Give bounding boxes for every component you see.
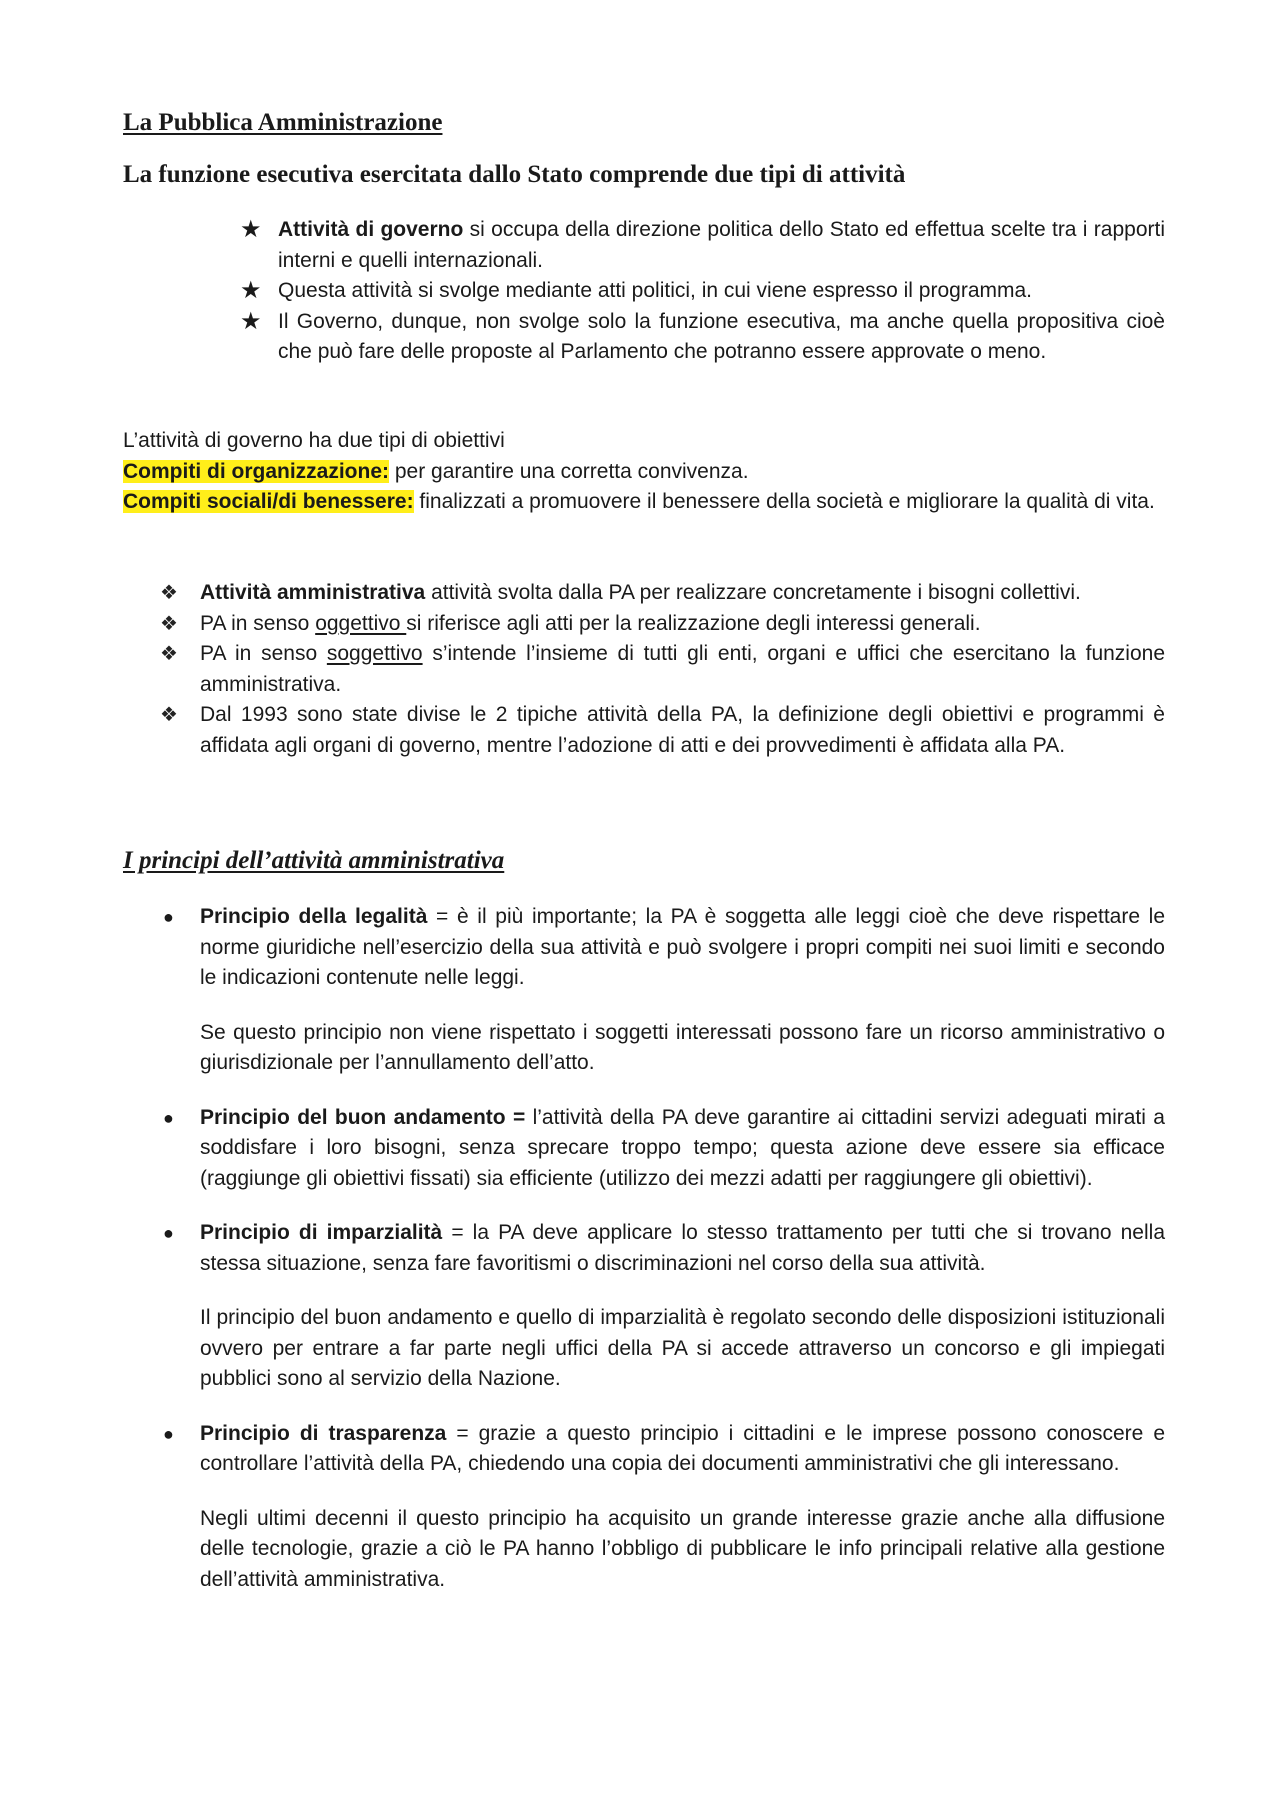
diamond-list [160, 578, 1166, 761]
principle-extra: Se questo principio non viene rispettato i soggetti interessati possono fare un ricorso amministrativo o giurisdizionale per l’annullamento dell’atto. [200, 1020, 1165, 1074]
underlined-term: soggettivo [326, 642, 423, 665]
item-text: attività svolta dalla PA per realizzare concretamente i bisogni collettivi. [425, 581, 1081, 604]
diamond-bullet-icon: ❖ [160, 643, 178, 665]
highlight-label: Compiti sociali/di benessere: [123, 490, 414, 513]
star-bullet-icon: ★ [240, 307, 262, 335]
principle-extra: Il principio del buon andamento e quello di imparzialità è regolato secondo delle disposizioni istituzionali ovvero per entrare a far parte negli uffici della PA si accede attraverso un concorso e gli impiegati pubblici sono al servizio della Nazione. [200, 1306, 1165, 1390]
underlined-term: oggettivo [315, 611, 407, 635]
principle-text: l’attività della PA deve garantire ai cittadini servizi adeguati mirati a soddisfare i loro bisogni, senza sprecare troppo tempo; questa azione deve essere sia efficace (raggiunge gli obiettivi fissati) sia efficiente (utilizzo dei mezzi adatti per raggiungere gli obiettivi). [200, 1105, 1165, 1190]
principle-name: Principio della legalità [200, 905, 428, 928]
diamond-bullet-icon: ❖ [160, 582, 178, 604]
item-text: PA in senso [200, 642, 327, 665]
item-text: si occupa della direzione politica dello Stato ed effettua scelte tra i rapporti interni e quelli internazionali. [278, 218, 1165, 272]
principle-text: = è il più importante; la PA è soggetta alle leggi cioè che deve rispettare le norme giuridiche nell’esercizio della sua attività e può svolgere i propri compiti nei suoi limiti e secondo le indicazioni contenute nelle leggi. [200, 905, 1166, 989]
principle-item [163, 1218, 1166, 1395]
diamond-bullet-icon: ❖ [160, 612, 178, 635]
objective-social [123, 487, 1165, 518]
page-subtitle: La funzione esecutiva esercitata dallo Stato comprende due tipi di attività [123, 161, 906, 188]
item-text: Dal 1993 sono state divise le 2 tipiche attività della PA, la definizione degli obiettivi e programmi è affidata agli organi di governo, mentre l’adozione di atti e dei provvedimenti è affidata alla PA. [200, 703, 1165, 757]
diamond-list-item [160, 700, 1165, 761]
star-list-item [240, 276, 1165, 307]
principle-text: = la PA deve applicare lo stesso trattamento per tutti che si trovano nella stessa situazione, senza fare favoritismi o discriminazioni nel corso della sua attività. [200, 1221, 1166, 1275]
dot-bullet-icon: ● [163, 1423, 174, 1444]
star-list-item [240, 215, 1165, 276]
item-text: PA in senso [200, 611, 316, 635]
objective-organization [123, 457, 1165, 488]
item-bold-lead: Attività di governo [278, 218, 464, 241]
star-list-item [240, 307, 1165, 368]
principle-name: Principio di trasparenza [200, 1421, 447, 1445]
principle-item [163, 902, 1166, 1079]
principle-text: = grazie a questo principio i cittadini e le imprese possono conoscere e controllare l’attività della PA, chiedendo una copia dei documenti amministrativi che gli interessano. [200, 1421, 1165, 1475]
objectives-block [123, 426, 1165, 518]
page-title: La Pubblica Amministrazione [123, 109, 443, 136]
item-text: Il Governo, dunque, non svolge solo la funzione esecutiva, ma anche quella propositiva cioè che può fare delle proposte al Parlamento che potranno essere approvate o meno. [278, 309, 1165, 363]
principles-list [163, 902, 1166, 1619]
diamond-bullet-icon: ❖ [160, 704, 178, 726]
dot-bullet-icon: ● [163, 907, 174, 927]
principle-name: Principio di imparzialità [200, 1221, 443, 1244]
item-bold-lead: Attività amministrativa [200, 581, 426, 604]
item-text: si riferisce agli atti per la realizzazione degli interessi generali. [406, 611, 981, 635]
star-bullet-icon: ★ [240, 277, 262, 304]
objectives-intro: L’attività di governo ha due tipi di obiettivi [123, 429, 505, 452]
principle-extra: Negli ultimi decenni il questo principio ha acquisito un grande interesse grazie anche alla diffusione delle tecnologie, grazie a ciò le PA hanno l’obbligo di pubblicare le info principali relative alla gestione dell’attività amministrativa. [200, 1506, 1165, 1591]
objective-text: finalizzati a promuovere il benessere della società e migliorare la qualità di vita. [413, 490, 1155, 513]
item-text: s’intende l’insieme di tutti gli enti, organi e uffici che esercitano la funzione amministrativa. [200, 642, 1166, 696]
diamond-list-item [160, 609, 1165, 640]
diamond-list-item [160, 578, 1165, 609]
objective-text: per garantire una corretta convivenza. [389, 459, 749, 483]
principles-heading: I principi dell’attività amministrativa [123, 847, 505, 874]
principle-item [163, 1103, 1165, 1195]
highlight-label: Compiti di organizzazione: [123, 459, 389, 483]
star-list [240, 215, 1165, 368]
item-text: Questa attività si svolge mediante atti politici, in cui viene espresso il programma. [278, 279, 1033, 302]
diamond-list-item [160, 639, 1166, 700]
dot-bullet-icon: ● [163, 1107, 174, 1128]
principle-name: Principio del buon andamento = [200, 1105, 526, 1129]
dot-bullet-icon: ● [163, 1223, 174, 1243]
star-bullet-icon: ★ [240, 216, 262, 243]
principle-item [163, 1419, 1165, 1596]
